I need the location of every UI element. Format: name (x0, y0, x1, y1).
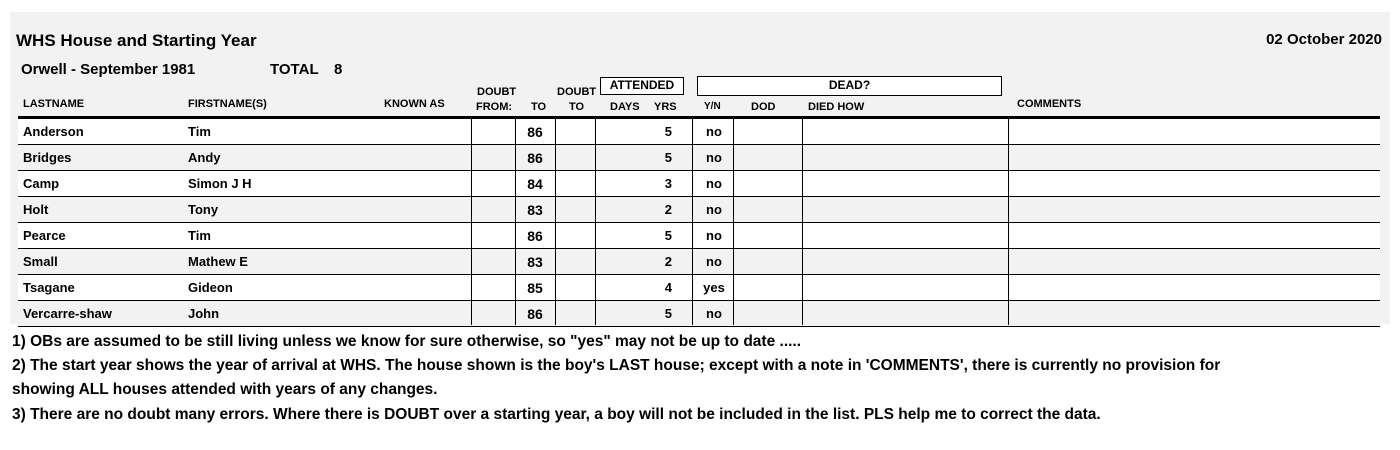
header-lastname: LASTNAME (23, 98, 85, 110)
header-doubt-from-bottom: FROM: (476, 101, 513, 113)
cell-firstname: Tim (188, 228, 211, 243)
cell-to: 83 (527, 202, 543, 218)
header-to: TO (531, 101, 547, 113)
table-row (18, 171, 1380, 197)
cell-yn: no (706, 202, 722, 217)
cell-to: 85 (527, 280, 543, 296)
cell-yn: no (706, 254, 722, 269)
column-divider (555, 117, 556, 325)
note-2-continued: showing ALL houses attended with years of any changes. (12, 381, 438, 398)
attended-label: ATTENDED (609, 78, 675, 92)
cell-firstname: Tim (188, 124, 211, 139)
header-doubt-from-top: DOUBT (477, 86, 517, 98)
table-row (18, 275, 1380, 301)
cell-firstname: Simon J H (188, 176, 252, 191)
table-row (18, 223, 1380, 249)
cell-lastname: Bridges (23, 150, 72, 165)
header-yn: Y/N (704, 101, 721, 112)
header-yrs: YRS (654, 101, 677, 113)
cell-yrs: 4 (664, 280, 672, 295)
dead-label: DEAD? (828, 78, 871, 92)
cell-lastname: Holt (23, 202, 49, 217)
column-divider (471, 117, 472, 325)
cell-lastname: Camp (23, 176, 60, 191)
total-value: 8 (334, 61, 343, 78)
header-died-how: DIED HOW (808, 101, 865, 113)
header-days: DAYS (610, 101, 640, 113)
header-dod: DOD (751, 101, 776, 113)
cell-yn: no (706, 228, 722, 243)
cell-firstname: Tony (188, 202, 219, 217)
cell-lastname: Tsagane (23, 280, 75, 295)
note-3: 3) There are no doubt many errors. Where there is DOUBT over a starting year, a boy will not be included in the list. PLS help me to correct the data. (12, 406, 1101, 423)
table-row (18, 145, 1380, 171)
cell-yrs: 5 (664, 228, 672, 243)
attended-box (600, 77, 684, 95)
table-row (18, 301, 1380, 327)
header-doubt-to-bottom: TO (569, 101, 585, 113)
cell-yrs: 3 (664, 176, 672, 191)
cell-yn: no (706, 124, 722, 139)
cell-to: 86 (527, 228, 543, 244)
cell-to: 84 (527, 176, 543, 192)
report-subtitle: Orwell - September 1981 (21, 61, 196, 78)
header-doubt-to-top: DOUBT (557, 86, 597, 98)
cell-to: 83 (527, 254, 543, 270)
cell-yrs: 5 (664, 124, 672, 139)
report-date: 02 October 2020 (1266, 31, 1382, 48)
column-divider (595, 117, 596, 325)
cell-to: 86 (527, 124, 543, 140)
table-row (18, 197, 1380, 223)
cell-to: 86 (527, 150, 543, 166)
cell-firstname: Andy (188, 150, 221, 165)
note-2: 2) The start year shows the year of arrival at WHS. The house shown is the boy's LAST house; except with a note in 'COMMENTS', there is currently no provision for (12, 357, 1221, 374)
cell-lastname: Vercarre-shaw (23, 306, 112, 321)
header-comments: COMMENTS (1017, 98, 1082, 110)
cell-firstname: Mathew E (188, 254, 248, 269)
cell-yn: yes (703, 280, 725, 295)
note-1: 1) OBs are assumed to be still living unless we know for sure otherwise, so "yes" may not be up to date ..... (12, 333, 802, 350)
total-label: TOTAL (270, 61, 319, 78)
cell-yrs: 5 (664, 306, 672, 321)
cell-lastname: Anderson (23, 124, 84, 139)
column-divider (1008, 117, 1009, 325)
cell-yn: no (706, 176, 722, 191)
cell-yrs: 2 (664, 254, 672, 269)
cell-yn: no (706, 150, 722, 165)
column-divider (733, 117, 734, 325)
column-divider (802, 117, 803, 325)
cell-yn: no (706, 306, 722, 321)
cell-lastname: Small (23, 254, 58, 269)
cell-firstname: Gideon (188, 280, 233, 295)
cell-yrs: 5 (664, 150, 672, 165)
column-divider (515, 117, 516, 325)
column-divider (692, 117, 693, 325)
dead-box (697, 76, 1002, 96)
cell-firstname: John (188, 306, 220, 321)
cell-to: 86 (527, 306, 543, 322)
table-row (18, 119, 1380, 145)
cell-yrs: 2 (664, 202, 672, 217)
cell-lastname: Pearce (23, 228, 66, 243)
header-known-as: KNOWN AS (384, 98, 445, 110)
table-row (18, 249, 1380, 275)
header-firstnames: FIRSTNAME(S) (188, 98, 267, 110)
report-title: WHS House and Starting Year (16, 31, 257, 50)
